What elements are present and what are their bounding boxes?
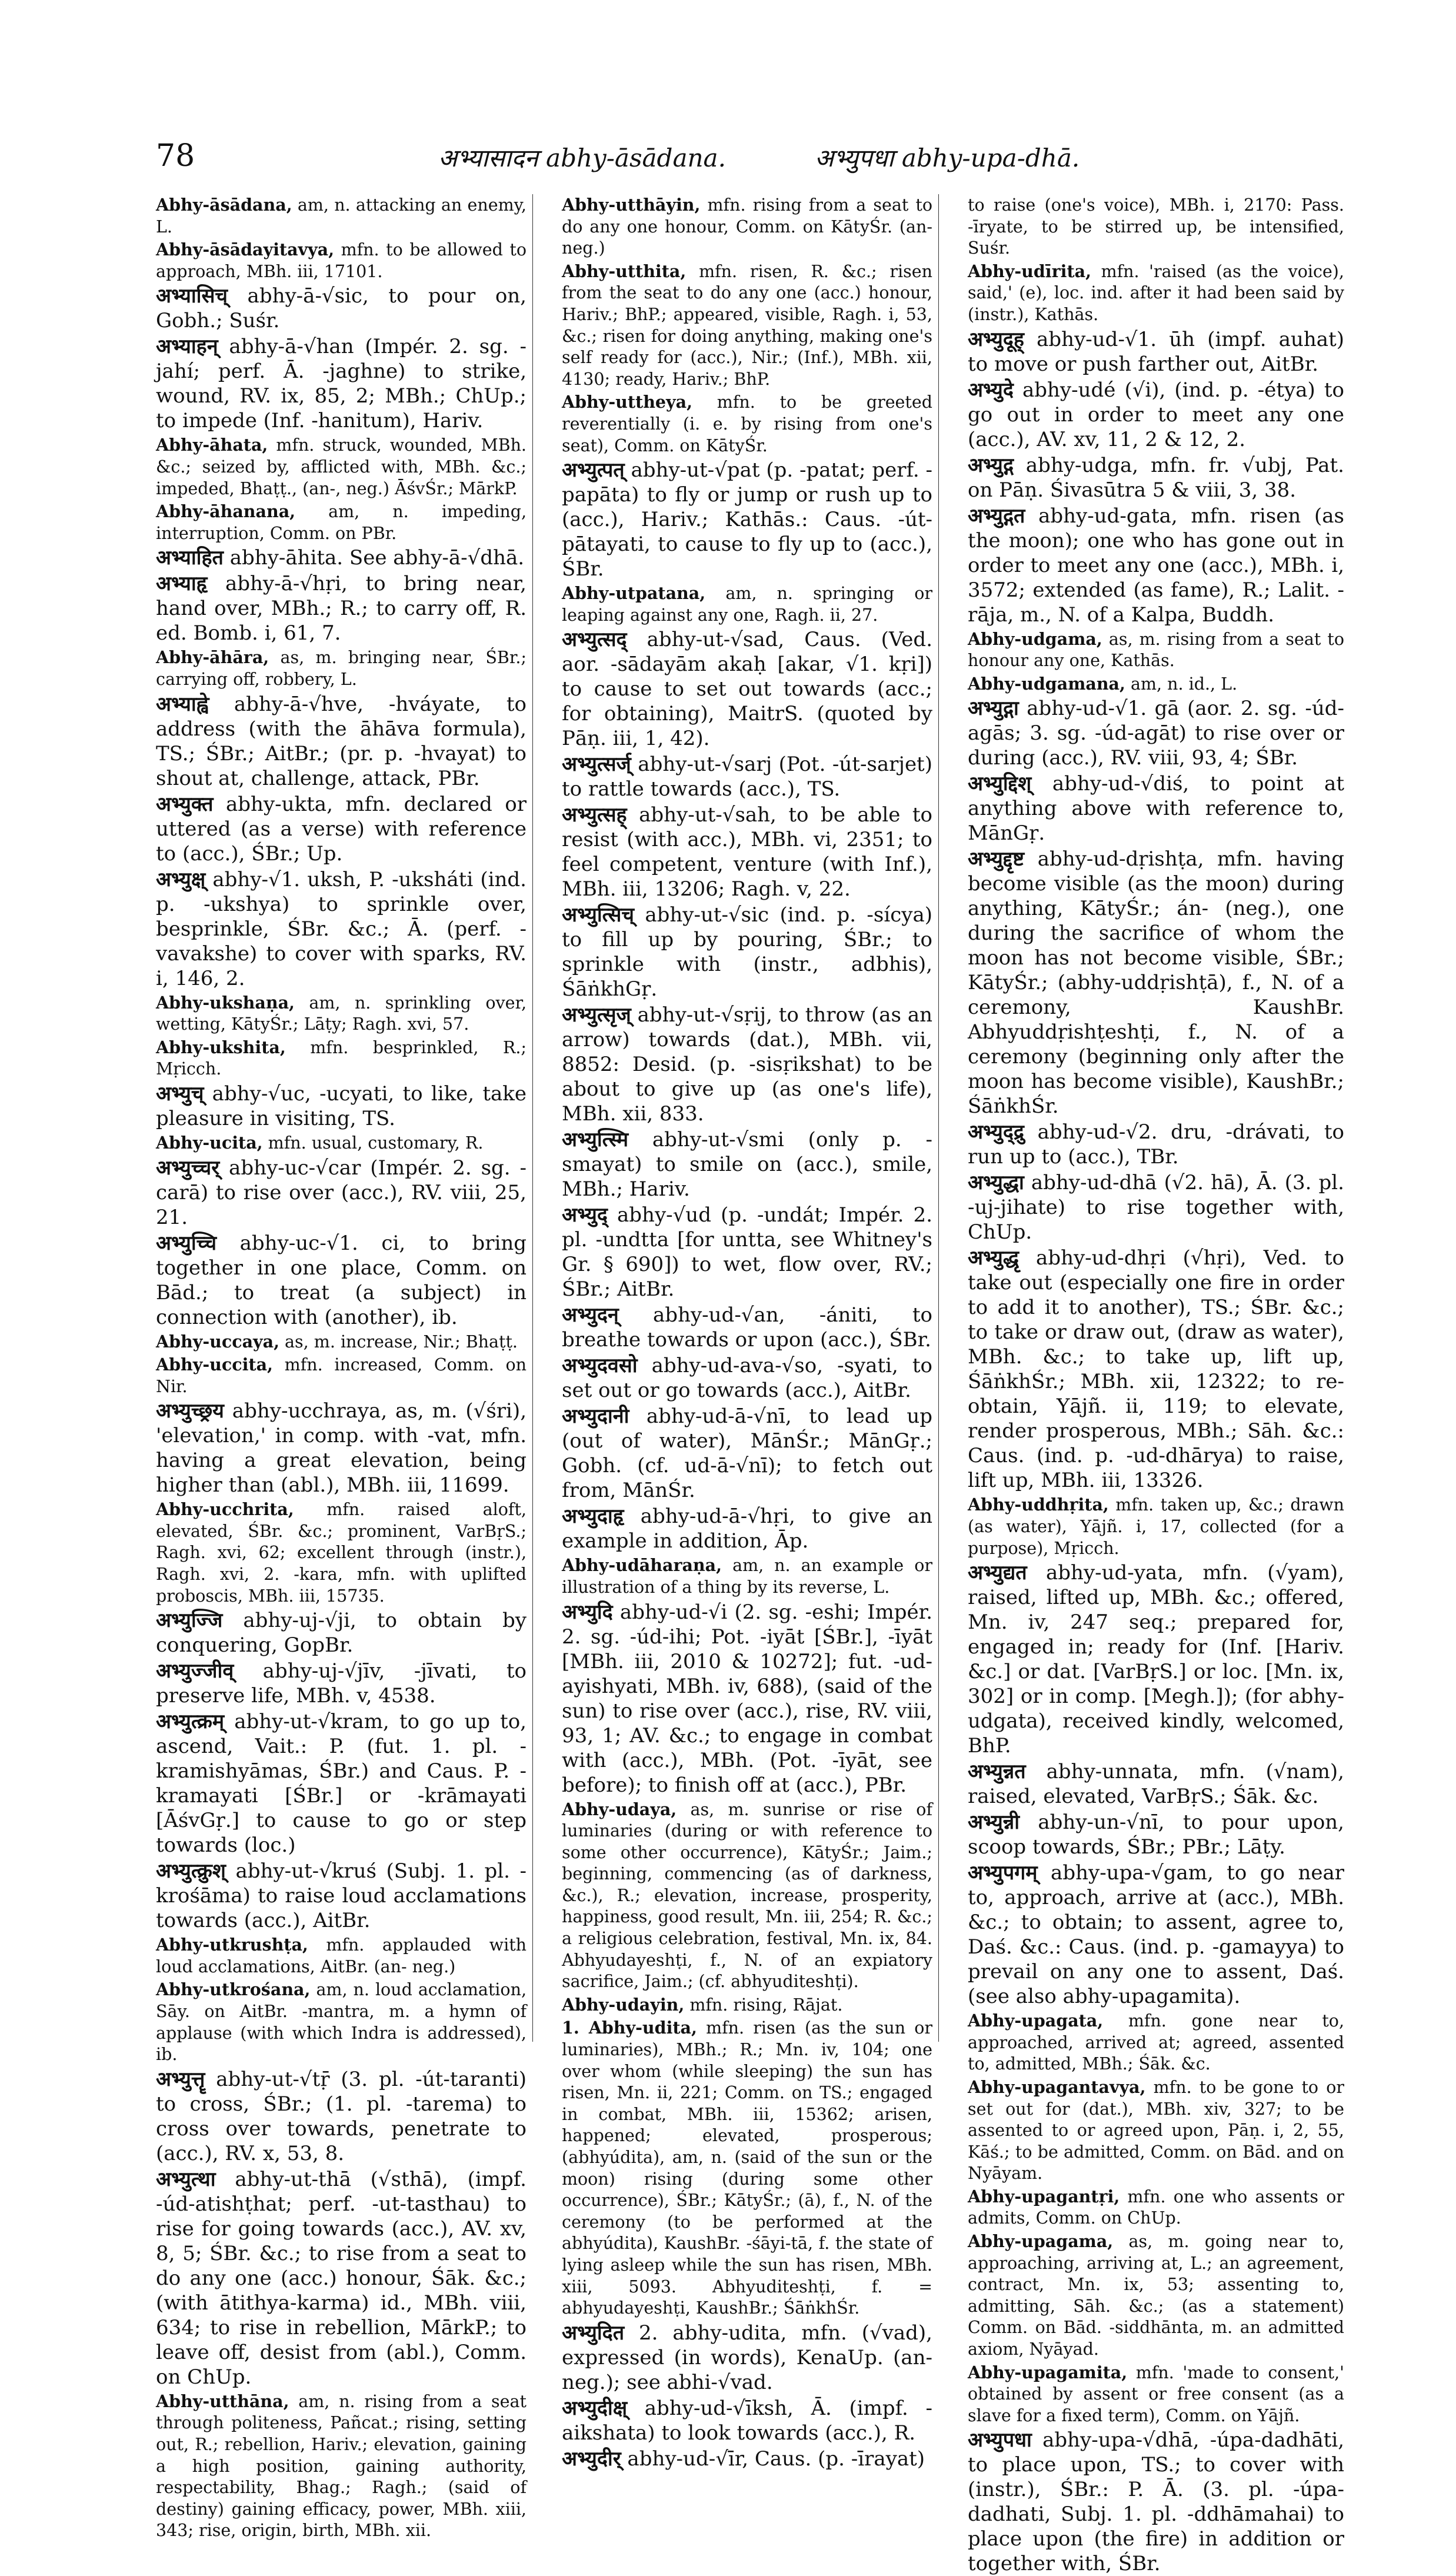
running-head-left: अभ्यासादन abhy-āsādana. [438, 144, 726, 172]
entry-headword: Abhy-ukshita, [156, 1037, 286, 1057]
dictionary-entry [156, 1659, 527, 1708]
entry-headword: Abhy-udaya, [562, 1799, 677, 1819]
dictionary-entry [968, 1560, 1344, 1758]
column-3 [968, 194, 1344, 2576]
dictionary-entry [562, 1994, 932, 2016]
dictionary-entry [562, 261, 932, 391]
entry-text: mfn. risen (as the sun or luminaries), MBh.; R.; Mn. iv, 104; one over whom (while sleeping) the sun has risen, Mn. ii, 221; Comm. on TS.; engaged in combat, MBh. iii, 15362; arisen, happened; elevated, prosperous; (abhyúdita), am, n. (said of the sun or the moon) rising (during some other occurrence), ŚBr.; KātyŚr.; (ā), f., N. of the ceremony (to be performed at the abhyúdita), KaushBr. -śāyi-tā, f. the state of lying asleep while the sun has risen, MBh. xiii, 5093. Abhyuditeshṭi, f. = abhyudayeshṭi, KaushBr.; ŚāṅkhŚr. [562, 2018, 932, 2318]
entry-text: abhy-ā-√sic, to pour on, Gobh.; Suśr. [156, 284, 527, 333]
dictionary-entry [968, 1120, 1344, 1169]
entry-text: am, n. attacking an enemy, L. [156, 195, 527, 237]
entry-text: mfn. applauded with loud acclamations, AitBr. (an- neg.) [156, 1935, 527, 1976]
entry-text: abhy-uj-√ji, to obtain by conquering, GopBr. [156, 1609, 527, 1658]
dictionary-entry [156, 545, 527, 570]
entry-text: to raise (one's voice), MBh. i, 2170: Pass. -īryate, to be stirred up, be intensified, Suśr. [968, 195, 1344, 258]
entry-headword: Abhy-utthāyin, [562, 195, 701, 215]
entry-text: mfn. to be allowed to approach, MBh. iii, 17101. [156, 240, 527, 281]
dictionary-entry [156, 1979, 527, 2065]
dictionary-entry [156, 571, 527, 645]
entry-headword: अभ्युच्चर् [156, 1156, 220, 1180]
entry-headword: अभ्युद्ग [968, 453, 1014, 477]
entry-text: abhy-ut-√tṝ (3. pl. -út-taranti) to cross, ŚBr.; (1. pl. -tarema) to cross over towards, penetrate to (acc.), RV. x, 53, 8. [156, 2067, 527, 2165]
dictionary-entry [562, 1003, 932, 1126]
entry-headword: Abhy-utthāna, [156, 2391, 289, 2411]
entry-headword: 1. Abhy-udita, [562, 2018, 697, 2038]
entry-text: abhy-ud-√īksh, Ā. (impf. -aikshata) to look towards (acc.), R. [562, 2396, 932, 2445]
page-number: 78 [156, 138, 195, 174]
dictionary-entry [562, 903, 932, 1001]
entry-text: abhy-ut-√sarj (Pot. -út-sarjet) to rattle towards (acc.), TS. [562, 753, 932, 801]
entry-text: mfn. one who assents or admits, Comm. on ChUp. [968, 2186, 1344, 2228]
dictionary-entry [562, 1504, 932, 1553]
entry-text: as, m. rising from a seat to honour any one, Kathās. [968, 629, 1344, 671]
dictionary-entry [156, 867, 527, 991]
entry-text: am, n. sprinkling over, wetting, KātyŚr.; Lāṭy; Ragh. xvi, 57. [156, 993, 527, 1034]
entry-headword: Abhy-udgama, [968, 628, 1102, 649]
entry-text: abhy-√1. uksh, P. -uksháti (ind. p. -ukshya) to sprinkle over, besprinkle, ŚBr. &c.; Ā. (perf. -vavakshe) to cover with sparks, RV. i, 146, 2. [156, 867, 527, 990]
entry-headword: अभ्युत्सर्ज् [562, 753, 631, 777]
entry-headword: अभ्युक्त [156, 792, 214, 816]
entry-headword: अभ्युन्नत [968, 1760, 1026, 1784]
dictionary-entry [156, 284, 527, 333]
dictionary-entry [562, 1203, 932, 1302]
entry-headword: अभ्युपगम् [968, 1861, 1038, 1885]
entry-text: am, n. rising from a seat through politeness, Pañcat.; rising, setting out, R.; rebellion, Hariv.; elevation, gaining a high position, gaining authority, respectability, Bhag.; Ragh.; (said of destiny) gaining efficacy, power, MBh. xiii, 343; rise, origin, birth, MBh. xii. [156, 2391, 527, 2541]
entry-headword: अभ्युच् [156, 1081, 204, 1106]
dictionary-entry [156, 1132, 527, 1154]
dictionary-entry [968, 847, 1344, 1119]
entry-headword: Abhy-upagantavya, [968, 2076, 1146, 2097]
entry-text: abhy-ud-dṛishṭa, mfn. having become visible (as the moon) during anything, KātyŚr.; án- (neg.), one during the sacrifice of whom the moon has not become visible, ŚBr.; KātyŚr.; (abhy-uddṛishṭā), f., N. of a ceremony, KaushBr. Abhyuddṛishṭeshṭi, f., N. of a ceremony (beginning only after the moon has become visible), KaushBr.; ŚāṅkhŚr. [968, 847, 1344, 1119]
entry-headword: अभ्याहित [156, 546, 224, 570]
entry-headword: Abhy-utpatana, [562, 583, 706, 604]
entry-headword: अभ्युत्तॄ [156, 2067, 205, 2091]
entry-text: abhy-ut-√sad, Caus. (Ved. aor. -sādayām akaḥ [akar, √1. kṛi]) to cause to set out towards (acc.; for obtaining), MaitrS. (quoted by Pāṇ. iii, 1, 42). [562, 628, 932, 751]
entry-text: am, n. id., L. [1125, 674, 1238, 694]
entry-text: abhy-ud-yata, mfn. (√yam), raised, lifted up, MBh. &c.; offered, Mn. iv, 247 seq.; prepared for, engaged in; ready for (Inf. [Hariv. &c.] or dat. [VarBṛS.] or loc. [Mn. ix, 302] or in comp. [Megh.]); (for abhy-udgata), received kindly, welcomed, BhP. [968, 1561, 1344, 1758]
entry-headword: अभ्युपधा [968, 2428, 1032, 2452]
entry-text: abhy-ā-√hve, -hváyate, to address (with the āhāva formula), TS.; ŚBr.; AitBr.; (pr. p. -hvayat) to shout at, challenge, attack, PBr. [156, 692, 527, 790]
entry-text: am, n. an example or illustration of a thing by its reverse, L. [562, 1556, 932, 1597]
entry-headword: Abhy-udayin, [562, 1994, 685, 2015]
page-header [156, 138, 1344, 179]
entry-text: abhy-āhita. See abhy-ā-√dhā. [223, 546, 525, 570]
entry-headword: अभ्याह्वे [156, 692, 209, 716]
dictionary-entry [156, 1608, 527, 1658]
entry-text: abhy-ucchraya, as, m. (√śri), 'elevation,' in comp. with -vat, mfn. having a great elevation, being higher than (abl.), MBh. iii, 11699. [156, 1399, 527, 1497]
dictionary-entry [156, 434, 527, 500]
entry-headword: Abhy-uttheya, [562, 392, 693, 412]
dictionary-entry [968, 2076, 1344, 2185]
entry-text: mfn. increased, Comm. on Nir. [156, 1355, 527, 1396]
entry-text: abhy-ud-ā-√nī, to lead up (out of water), MānŚr.; MānGṛ.; Gobh. (cf. ud-ā-√nī); to fetch out from, MānŚr. [562, 1405, 932, 1503]
dictionary-entry [562, 458, 932, 581]
dictionary-entry [156, 992, 527, 1036]
entry-text: abhy-ukta, mfn. declared or uttered (as a verse) with reference to (acc.), ŚBr.; Up. [156, 792, 527, 866]
dictionary-entry [562, 1127, 932, 1202]
entry-headword: अभ्युत्सिच् [562, 903, 634, 927]
entry-text: mfn. 'raised (as the voice), said,' (e), loc. ind. after it had been said by (instr.), Kathās. [968, 261, 1344, 324]
entry-text: 2. abhy-udita, mfn. (√vad), expressed (in words), KenaUp. (an- neg.); see abhi-√vad. [562, 2321, 932, 2394]
entry-headword: अभ्युच्चि [156, 1231, 217, 1255]
entry-headword: Abhy-ucchrita, [156, 1499, 294, 1520]
entry-text: abhy-ut-√kruś (Subj. 1. pl. -krośāma) to raise loud acclamations towards (acc.), AitBr. [156, 1859, 527, 1933]
entry-text: abhy-√ud (p. -undát; Impér. 2. pl. -undtta [for untta, see Whitney's Gr. § 690]) to wet, flow over, RV.; ŚBr.; AitBr. [562, 1203, 932, 1302]
dictionary-entry [968, 673, 1344, 695]
entry-text: abhy-uj-√jīv, -jīvati, to preserve life, MBh. v, 4538. [156, 1659, 527, 1708]
entry-text: abhy-ud-dhā (√2. hā), Ā. (3. pl. -uj-jihate) to rise together with, ChUp. [968, 1171, 1344, 1244]
dictionary-entry [562, 627, 932, 751]
entry-text: abhy-upa-√dhā, -úpa-dadhāti, to place upon, TS.; to cover with (instr.), ŚBr.: P. Ā. (3. pl. -úpa-dadhati, Subj. 1. pl. -ddhāmahai) to place upon (the fire) in addition or together with, ŚBr. [968, 2428, 1344, 2576]
dictionary-entry [968, 327, 1344, 377]
entry-headword: अभ्युज्जीव् [156, 1659, 234, 1683]
entry-text: mfn. usual, customary, R. [262, 1133, 484, 1153]
entry-headword: अभ्युत्सद् [562, 628, 627, 652]
entry-text: abhy-ud-√an, -ániti, to breathe towards or upon (acc.), ŚBr. [562, 1303, 932, 1352]
dictionary-entry [968, 2010, 1344, 2075]
dictionary-entry [156, 1859, 527, 1933]
entry-headword: अभ्युदवसो [562, 1354, 638, 1378]
dictionary-entry [968, 194, 1344, 259]
dictionary-entry [156, 2391, 527, 2542]
entry-headword: अभ्युद्द्रु [968, 1120, 1024, 1144]
dictionary-entry [156, 239, 527, 282]
dictionary-entry [562, 1404, 932, 1503]
dictionary-entry [562, 583, 932, 626]
dictionary-entry [562, 2017, 932, 2319]
entry-headword: Abhy-āhata, [156, 435, 268, 455]
entry-headword: अभ्युदीक्ष् [562, 2396, 628, 2420]
dictionary-entry [156, 334, 527, 433]
dictionary-entry [156, 1156, 527, 1230]
entry-text: abhy-ut-thā (√sthā), (impf. -úd-atishṭhat; perf. -ut-tasthau) to rise for going towards (acc.), AV. xv, 8, 5; ŚBr. &c.; to rise from a seat to do any one (acc.) honour, Śāk. &c.; (with ātithya-karma) id., MBh. viii, 634; to rise in rebellion, MārkP.; to leave off, desist from (abl.), Comm. on ChUp. [156, 2167, 527, 2389]
entry-headword: अभ्याहृ [156, 572, 208, 596]
entry-headword: अभ्यासिच् [156, 284, 228, 308]
entry-text: am, n. loud acclamation, Sāy. on AitBr. -mantra, m. a hymn of applause (with which Indra is addressed), ib. [156, 1980, 527, 2065]
dictionary-entry [156, 1399, 527, 1497]
entry-text: abhy-ā-√hṛi, to bring near, hand over, MBh.; R.; to carry off, R. ed. Bomb. i, 61, 7. [156, 572, 527, 645]
entry-text: mfn. gone near to, approached, arrived at; agreed, assented to, admitted, MBh.; Śāk. &c. [968, 2011, 1344, 2074]
entry-headword: अभ्युद्गा [968, 697, 1019, 721]
entry-text: abhy-ut-√sṛij, to throw (as an arrow) towards (dat.), MBh. vii, 8852: Desid. (p. -sisṛikshat) to be about to give up (as one's life), MBh. xii, 833. [562, 1003, 932, 1126]
entry-text: abhy-uc-√1. ci, to bring together in one place, Comm. on Bād.; to treat (a subject) in connection with (another), ib. [156, 1231, 527, 1329]
entry-text: mfn. taken up, &c.; drawn (as water), Yājñ. i, 17, collected (for a purpose), Mṛicch. [968, 1495, 1344, 1558]
entry-text: mfn. rising from a seat to do any one honour, Comm. on KātyŚr. (an- neg.) [562, 195, 932, 258]
entry-text: mfn. besprinkled, R.; Mṛicch. [156, 1037, 527, 1079]
dictionary-entry [968, 2428, 1344, 2576]
entry-headword: अभ्युद्दृष्ट [968, 847, 1025, 871]
dictionary-entry [968, 628, 1344, 672]
entry-headword: अभ्युद्धृ [968, 1246, 1019, 1270]
dictionary-entry [156, 1709, 527, 1858]
entry-text: abhy-ud-√diś, to point at anything above with reference to, MānGṛ. [968, 772, 1344, 846]
dictionary-entry [562, 1353, 932, 1403]
dictionary-entry [156, 194, 527, 238]
entry-headword: Abhy-upagantṛi, [968, 2186, 1120, 2206]
dictionary-entry [156, 692, 527, 791]
entry-headword: अभ्युत्सृज् [562, 1003, 631, 1027]
column-2 [562, 194, 939, 2471]
dictionary-entry [562, 1555, 932, 1598]
entry-text: abhy-uc-√car (Impér. 2. sg. -carā) to rise over (acc.), RV. viii, 25, 21. [156, 1156, 527, 1229]
entry-text: abhy-ud-√1. gā (aor. 2. sg. -úd-agās; 3. sg. -úd-agāt) to rise over or during (acc.), RV. viii, 93, 4; ŚBr. [968, 697, 1344, 770]
entry-headword: अभ्युत्क्रम् [156, 1710, 225, 1734]
entry-text: abhy-ut-√kram, to go up to, ascend, Vait.: P. (fut. 1. pl. -kramishyāmas, ŚBr.) and Caus. P. -kramayati [ŚBr.] or -krāmayati [ĀśvGṛ.] to cause to go or step towards (loc.) [156, 1710, 527, 1858]
dictionary-entry [156, 2067, 527, 2166]
entry-headword: अभ्युच्छ्रय [156, 1399, 224, 1423]
dictionary-entry [562, 752, 932, 801]
dictionary-columns [156, 194, 1344, 2576]
entry-text: am, n. impeding, interruption, Comm. on PBr. [156, 502, 527, 543]
dictionary-entry [562, 1799, 932, 1993]
entry-headword: अभ्युदीर् [562, 2447, 621, 2471]
dictionary-entry [156, 501, 527, 544]
dictionary-entry [156, 2167, 527, 2389]
entry-headword: अभ्युदि [562, 1600, 613, 1624]
entry-text: abhy-ut-√sah, to be able to resist (with acc.), MBh. vi, 2351; to feel competent, venture (with Inf.), MBh. iii, 13206; Ragh. v, 22. [562, 803, 932, 901]
entry-headword: अभ्युत्था [156, 2167, 216, 2191]
entry-text: abhy-udé (√i), (ind. p. -étya) to go out in order to meet any one (acc.), AV. xv, 11, 2 & 12, 2. [968, 378, 1344, 451]
entry-headword: अभ्युत्क्रुश् [156, 1859, 226, 1883]
dictionary-entry [968, 771, 1344, 846]
entry-headword: अभ्युद्दिश् [968, 772, 1032, 796]
entry-headword: अभ्युत्सह् [562, 803, 627, 827]
dictionary-entry [562, 391, 932, 457]
dictionary-entry [156, 1354, 527, 1397]
dictionary-entry [562, 1303, 932, 1352]
entry-headword: Abhy-uddhṛita, [968, 1495, 1109, 1515]
entry-headword: Abhy-utkrośana, [156, 1979, 311, 2000]
dictionary-entry [968, 1494, 1344, 1559]
dictionary-entry [968, 261, 1344, 326]
entry-text: abhy-un-√nī, to pour upon, scoop towards, ŚBr.; PBr.; Lāṭy. [968, 1810, 1344, 1859]
entry-text: mfn. to be gone to or set out for (dat.), MBh. xiv, 327; to be assented to or agreed upon, Pāṇ. i, 2, 55, Kāś.; to be admitted, Comm. on Bād. and on Nyāyam. [968, 2077, 1344, 2184]
entry-headword: Abhy-āsādayitavya, [156, 239, 335, 260]
entry-headword: अभ्युद्धा [968, 1171, 1024, 1195]
entry-text: abhy-ā-√han (Impér. 2. sg. -jahí; perf. Ā. -jaghne) to strike, wound, RV. ix, 85, 2; MBh.; ChUp.; to impede (Inf. -hanitum), Hariv. [156, 335, 527, 433]
dictionary-entry [968, 378, 1344, 452]
dictionary-entry [156, 1231, 527, 1330]
entry-text: abhy-ud-√i (2. sg. -eshi; Impér. 2. sg. -úd-ihi; Pot. -iyāt [ŚBr.], -īyāt [MBh. iii, 2010 & 10272]; fut. -ud-ayishyati, MBh. iv, 688), (said of the sun) to rise over (acc.), rise, RV. viii, 93, 1; AV. &c.; to engage in combat with (acc.), MBh. (Pot. -īyāt, see before); to finish off at (acc.), PBr. [562, 1600, 932, 1797]
dictionary-entry [562, 2447, 932, 2471]
entry-text: abhy-udga, mfn. fr. √ubj, Pat. on Pāṇ. Śivasūtra 5 & viii, 3, 38. [968, 453, 1344, 502]
entry-headword: अभ्युत्पत् [562, 458, 625, 482]
entry-text: abhy-ud-gata, mfn. risen (as the moon); one who has gone out in order to meet any one (acc.), MBh. i, 3572; extended (as fame), R.; Lalit. -rāja, m., N. of a Kalpa, Buddh. [968, 504, 1344, 627]
dictionary-entry [156, 1499, 527, 1607]
entry-headword: अभ्युद्गत [968, 504, 1025, 528]
dictionary-entry [156, 1081, 527, 1131]
entry-headword: अभ्युदाहृ [562, 1505, 624, 1529]
entry-headword: अभ्युदूह् [968, 327, 1024, 351]
entry-headword: अभ्युदित [562, 2321, 625, 2345]
column-1 [156, 194, 533, 2541]
dictionary-entry [968, 453, 1344, 502]
dictionary-entry [562, 2321, 932, 2395]
dictionary-entry [968, 1170, 1344, 1244]
entry-headword: अभ्युद् [562, 1203, 608, 1227]
dictionary-entry [562, 2396, 932, 2445]
entry-headword: अभ्याहन् [156, 335, 218, 359]
entry-text: abhy-upa-√gam, to go near to, approach, arrive at (acc.), MBh. &c.; to obtain; to assent, agree to, Daś. &c.: Caus. (ind. p. -gamayya) to prevail on any one to assent, Daś. (see also abhy-upagamita). [968, 1861, 1344, 2009]
entry-headword: Abhy-utthita, [562, 261, 687, 281]
entry-headword: Abhy-ukshaṇa, [156, 992, 295, 1013]
entry-headword: Abhy-upagamita, [968, 2362, 1128, 2382]
entry-headword: Abhy-upagata, [968, 2011, 1104, 2031]
entry-text: abhy-ud-√īr, Caus. (p. -īrayat) [621, 2447, 925, 2471]
entry-text: abhy-ut-√sic (ind. p. -sícya) to fill up by pouring, ŚBr.; to sprinkle with (instr., adbhis), ŚāṅkhGṛ. [562, 903, 932, 1001]
entry-headword: अभ्युन्नी [968, 1810, 1020, 1835]
dictionary-entry [968, 504, 1344, 627]
entry-headword: अभ्युदे [968, 378, 1014, 402]
entry-text: mfn. struck, wounded, MBh. &c.; seized by, afflicted with, MBh. &c.; impeded, Bhaṭṭ., (an-, neg.) ĀśvŚr.; MārkP. [156, 435, 527, 498]
entry-text: abhy-ut-√smi (only p. -smayat) to smile on (acc.), smile, MBh.; Hariv. [562, 1128, 932, 1202]
entry-headword: Abhy-āsādana, [156, 195, 292, 215]
entry-text: mfn. 'made to consent,' obtained by assent or free consent (as a slave for a fixed term), Comm. on Yājñ. [968, 2362, 1344, 2425]
entry-text: mfn. to be greeted reverentially (i. e. by rising from one's seat), Comm. on KātyŚr. [562, 392, 932, 455]
entry-headword: Abhy-āhāra, [156, 647, 269, 668]
entry-text: abhy-ut-√pat (p. -patat; perf. -papāta) to fly or jump or rush up to (acc.), Hariv.; Kathās.: Caus. -út-pātayati, to cause to fly up to (acc.), ŚBr. [562, 458, 933, 581]
entry-headword: अभ्युत्स्मि [562, 1128, 629, 1152]
entry-text: abhy-ud-√1. ūh (impf. auhat) to move or push farther out, AitBr. [968, 327, 1344, 376]
entry-headword: Abhy-ucita, [156, 1132, 263, 1153]
dictionary-entry [156, 792, 527, 866]
dictionary-entry [968, 696, 1344, 770]
entry-text: mfn. risen, R. &c.; risen from the seat to do any one (acc.) honour, Hariv.; BhP.; appeared, visible, Ragh. i, 53, &c.; risen for doing anything, making one's self ready for (acc.), Nir.; (Inf.), MBh. xii, 4130; ready, Hariv.; BhP. [562, 261, 932, 389]
dictionary-entry [968, 2186, 1344, 2229]
entry-text: mfn. rising, Rājat. [684, 1995, 843, 2015]
dictionary-entry [968, 1810, 1344, 1859]
entry-headword: अभ्युदानी [562, 1405, 629, 1429]
entry-headword: Abhy-uccita, [156, 1354, 273, 1375]
entry-headword: अभ्युज्जि [156, 1609, 223, 1633]
entry-text: as, m. increase, Nir.; Bhaṭṭ. [279, 1332, 518, 1352]
entry-text: mfn. raised aloft, elevated, ŚBr. &c.; prominent, VarBṛS.; Ragh. xvi, 62; excellent through (instr.), Ragh. xvi, 2. -kara, mfn. with uplifted proboscis, MBh. iii, 15735. [156, 1500, 527, 1606]
dictionary-entry [968, 2362, 1344, 2427]
entry-text: abhy-√uc, -ucyati, to like, take pleasure in visiting, TS. [156, 1081, 527, 1130]
entry-text: abhy-unnata, mfn. (√nam), raised, elevated, VarBṛS.; Śāk. &c. [968, 1760, 1344, 1809]
entry-headword: Abhy-uccaya, [156, 1331, 279, 1352]
running-head-right: अभ्युपधा abhy-upa-dhā. [815, 144, 1080, 172]
dictionary-entry [156, 1934, 527, 1978]
entry-headword: अभ्युदन् [562, 1303, 619, 1327]
entry-text: abhy-ud-√2. dru, -drávati, to run up to (acc.), TBr. [968, 1120, 1344, 1169]
entry-text: am, n. springing or leaping against any one, Ragh. ii, 27. [562, 584, 932, 625]
dictionary-entry [156, 1037, 527, 1080]
entry-text: as, m. going near to, approaching, arriving at, L.; an agreement, contract, Mn. ix, 53; assenting to, admitting, Sāh. &c.; (as a statement) Comm. on Bād. -siddhānta, m. an admitted axiom, Nyāyad. [968, 2232, 1344, 2359]
dictionary-entry [968, 1861, 1344, 2009]
dictionary-entry [156, 647, 527, 690]
entry-text: abhy-ud-ava-√so, -syati, to set out or go towards (acc.), AitBr. [562, 1354, 932, 1403]
dictionary-entry [968, 1246, 1344, 1493]
dictionary-entry [562, 803, 932, 901]
entry-text: as, m. sunrise or rise of luminaries (during or with reference to some other occurrence), KātyŚr.; Jaim.; beginning, commencing (as of darkness, &c.), R.; elevation, increase, prosperity, happiness, good result, Mn. iii, 254; R. &c.; a religious celebration, festival, Mn. ix, 84. Abhyudayeshṭi, f., N. of an expiatory sacrifice, Jaim.; (cf. abhyuditeshṭi). [562, 1799, 932, 1992]
dictionary-entry [968, 1759, 1344, 1809]
entry-text: abhy-ud-dhṛi (√hṛi), Ved. to take out (especially one fire in order to add it to another), TS.; ŚBr. &c.; to take or draw out, (draw as water), MBh. &c.; to take up, lift up, ŚāṅkhŚr.; MBh. xii, 12322; to re-obtain, Yājñ. ii, 119; to elevate, render prosperous, MBh.; Sāh. &c.: Caus. (ind. p. -ud-dhārya) to raise, lift up, MBh. iii, 13326. [968, 1246, 1344, 1493]
dictionary-entry [562, 194, 932, 259]
entry-headword: Abhy-udāharaṇa, [562, 1555, 722, 1576]
entry-headword: Abhy-udgamana, [968, 673, 1125, 694]
entry-headword: अभ्युद्यत [968, 1561, 1027, 1585]
entry-headword: Abhy-utkrushṭa, [156, 1935, 308, 1955]
entry-headword: Abhy-udīrita, [968, 261, 1092, 281]
entry-text: as, m. bringing near, ŚBr.; carrying off, robbery, L. [156, 648, 527, 689]
entry-text: abhy-ud-ā-√hṛi, to give an example in addition, Āp. [562, 1505, 932, 1553]
dictionary-entry [562, 1600, 932, 1798]
entry-headword: अभ्युक्ष् [156, 867, 206, 891]
entry-headword: Abhy-upagama, [968, 2231, 1114, 2252]
dictionary-entry [156, 1331, 527, 1353]
entry-headword: Abhy-āhanana, [156, 501, 296, 522]
dictionary-entry [968, 2231, 1344, 2361]
